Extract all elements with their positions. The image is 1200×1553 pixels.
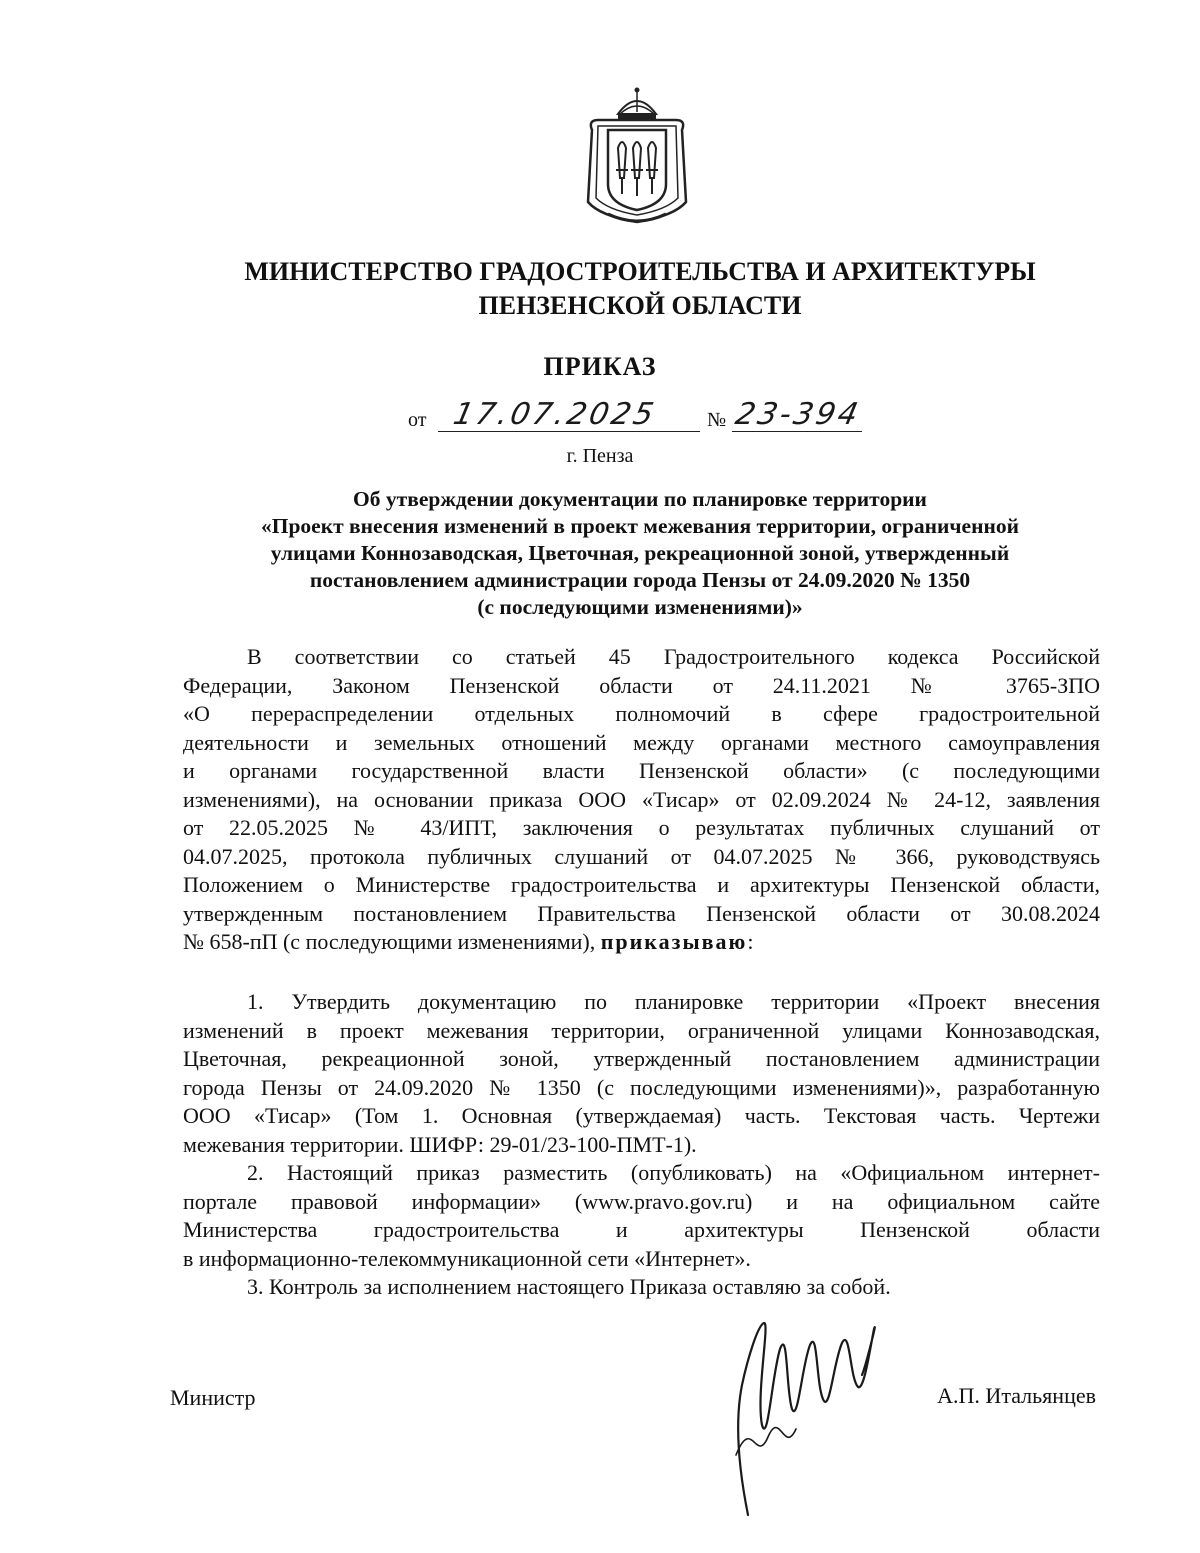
item3-line: 3. Контроль за исполнением настоящего Приказа оставляю за собой. [247,1274,891,1299]
preamble-line: «О перераспределении отдельных полномочий в сфере градостроительной [183,701,1100,726]
preamble-last-text: № 658-пП (с последующими изменениями), [183,929,601,954]
signature-icon [712,1305,887,1520]
title-line: «Проект внесения изменений в проект межевания территории, ограниченной [261,514,1019,538]
order-title [150,486,1130,621]
city: г. Пенза [566,445,634,467]
order-keyword: приказываю [600,929,748,954]
title-line: (с последующими изменениями)» [477,595,803,619]
preamble-line: утвержденным постановлением Правительства Пензенской области от 30.08.2024 [183,900,1100,926]
ministry-name-line2: ПЕНЗЕНСКОЙ ОБЛАСТИ [478,291,802,320]
order-date: 17.07.2025 [450,397,660,432]
ministry-name-line1: МИНИСТЕРСТВО ГРАДОСТРОИТЕЛЬСТВА И АРХИТЕКТУРЫ [244,257,1036,286]
preamble-paragraph [183,643,1100,957]
item1-line: города Пензы от 24.09.2020 № 1350 (с последующими изменениями)», разработанную [183,1074,1100,1100]
item2-line: 2. Настоящий приказ разместить (опубликовать) на «Официальном интернет- [247,1160,1100,1185]
signatory-name: А.П. Итальянцев [937,1383,1096,1408]
order-dateline [404,397,874,435]
order-items [183,988,1100,1302]
number-label: № [707,409,727,431]
preamble-line: В соответствии со статьей 45 Градостроительного кодекса Российской [247,644,1100,669]
date-label: от [408,409,427,431]
item1-line: изменений в проект межевания территории, ограниченной улицами Коннозаводская, [183,1017,1100,1043]
item1-line: Цветочная, рекреационной зоной, утвержденный постановлением администрации [183,1046,1100,1071]
item2-line: Министерства градостроительства и архитектуры Пензенской области [183,1217,1100,1242]
preamble-line: и органами государственной власти Пензенской области» (с последующими [183,758,1100,783]
preamble-line: Федерации, Законом Пензенской области от 24.11.2021 № 3765-ЗПО [183,672,1100,698]
preamble-line: Положением о Министерстве градостроительства и архитектуры Пензенской области, [183,872,1100,897]
preamble-colon: : [747,929,754,954]
order-number: 23-394 [732,397,864,432]
preamble-line: от 22.05.2025 № 43/ИПТ, заключения о результатах публичных слушаний от [183,815,1100,840]
item1-line: ООО «Тисар» (Том 1. Основная (утверждаемая) часть. Текстовая часть. Чертежи [183,1103,1100,1128]
title-line: улицами Коннозаводская, Цветочная, рекреационной зоной, утвержденный [270,541,1010,565]
item2-line: портале правовой информации» (www.pravo.gov.ru) и на официальном сайте [183,1188,1100,1214]
preamble-last-line [183,928,1100,957]
preamble-line: деятельности и земельных отношений между органами местного самоуправления [183,729,1100,755]
signatory-role: Министр [170,1385,256,1410]
document-type: ПРИКАЗ [543,352,657,381]
coat-of-arms-icon [578,86,696,226]
item1-line: 1. Утвердить документацию по планировке территории «Проект внесения [247,989,1100,1014]
ministry-name [150,255,1130,323]
preamble-line: 04.07.2025, протокола публичных слушаний от 04.07.2025 № 366, руководствуясь [183,843,1100,869]
title-line: Об утверждении документации по планировке территории [353,487,927,511]
item2-line: в информационно-телекоммуникационной сети «Интернет». [183,1245,751,1271]
preamble-line: изменениями), на основании приказа ООО «Тисар» от 02.09.2024 № 24-12, заявления [183,786,1100,812]
item1-line: межевания территории. ШИФР: 29-01/23-100-ПМТ-1). [183,1131,697,1157]
title-line: постановлением администрации города Пензы от 24.09.2020 № 1350 [309,568,971,592]
